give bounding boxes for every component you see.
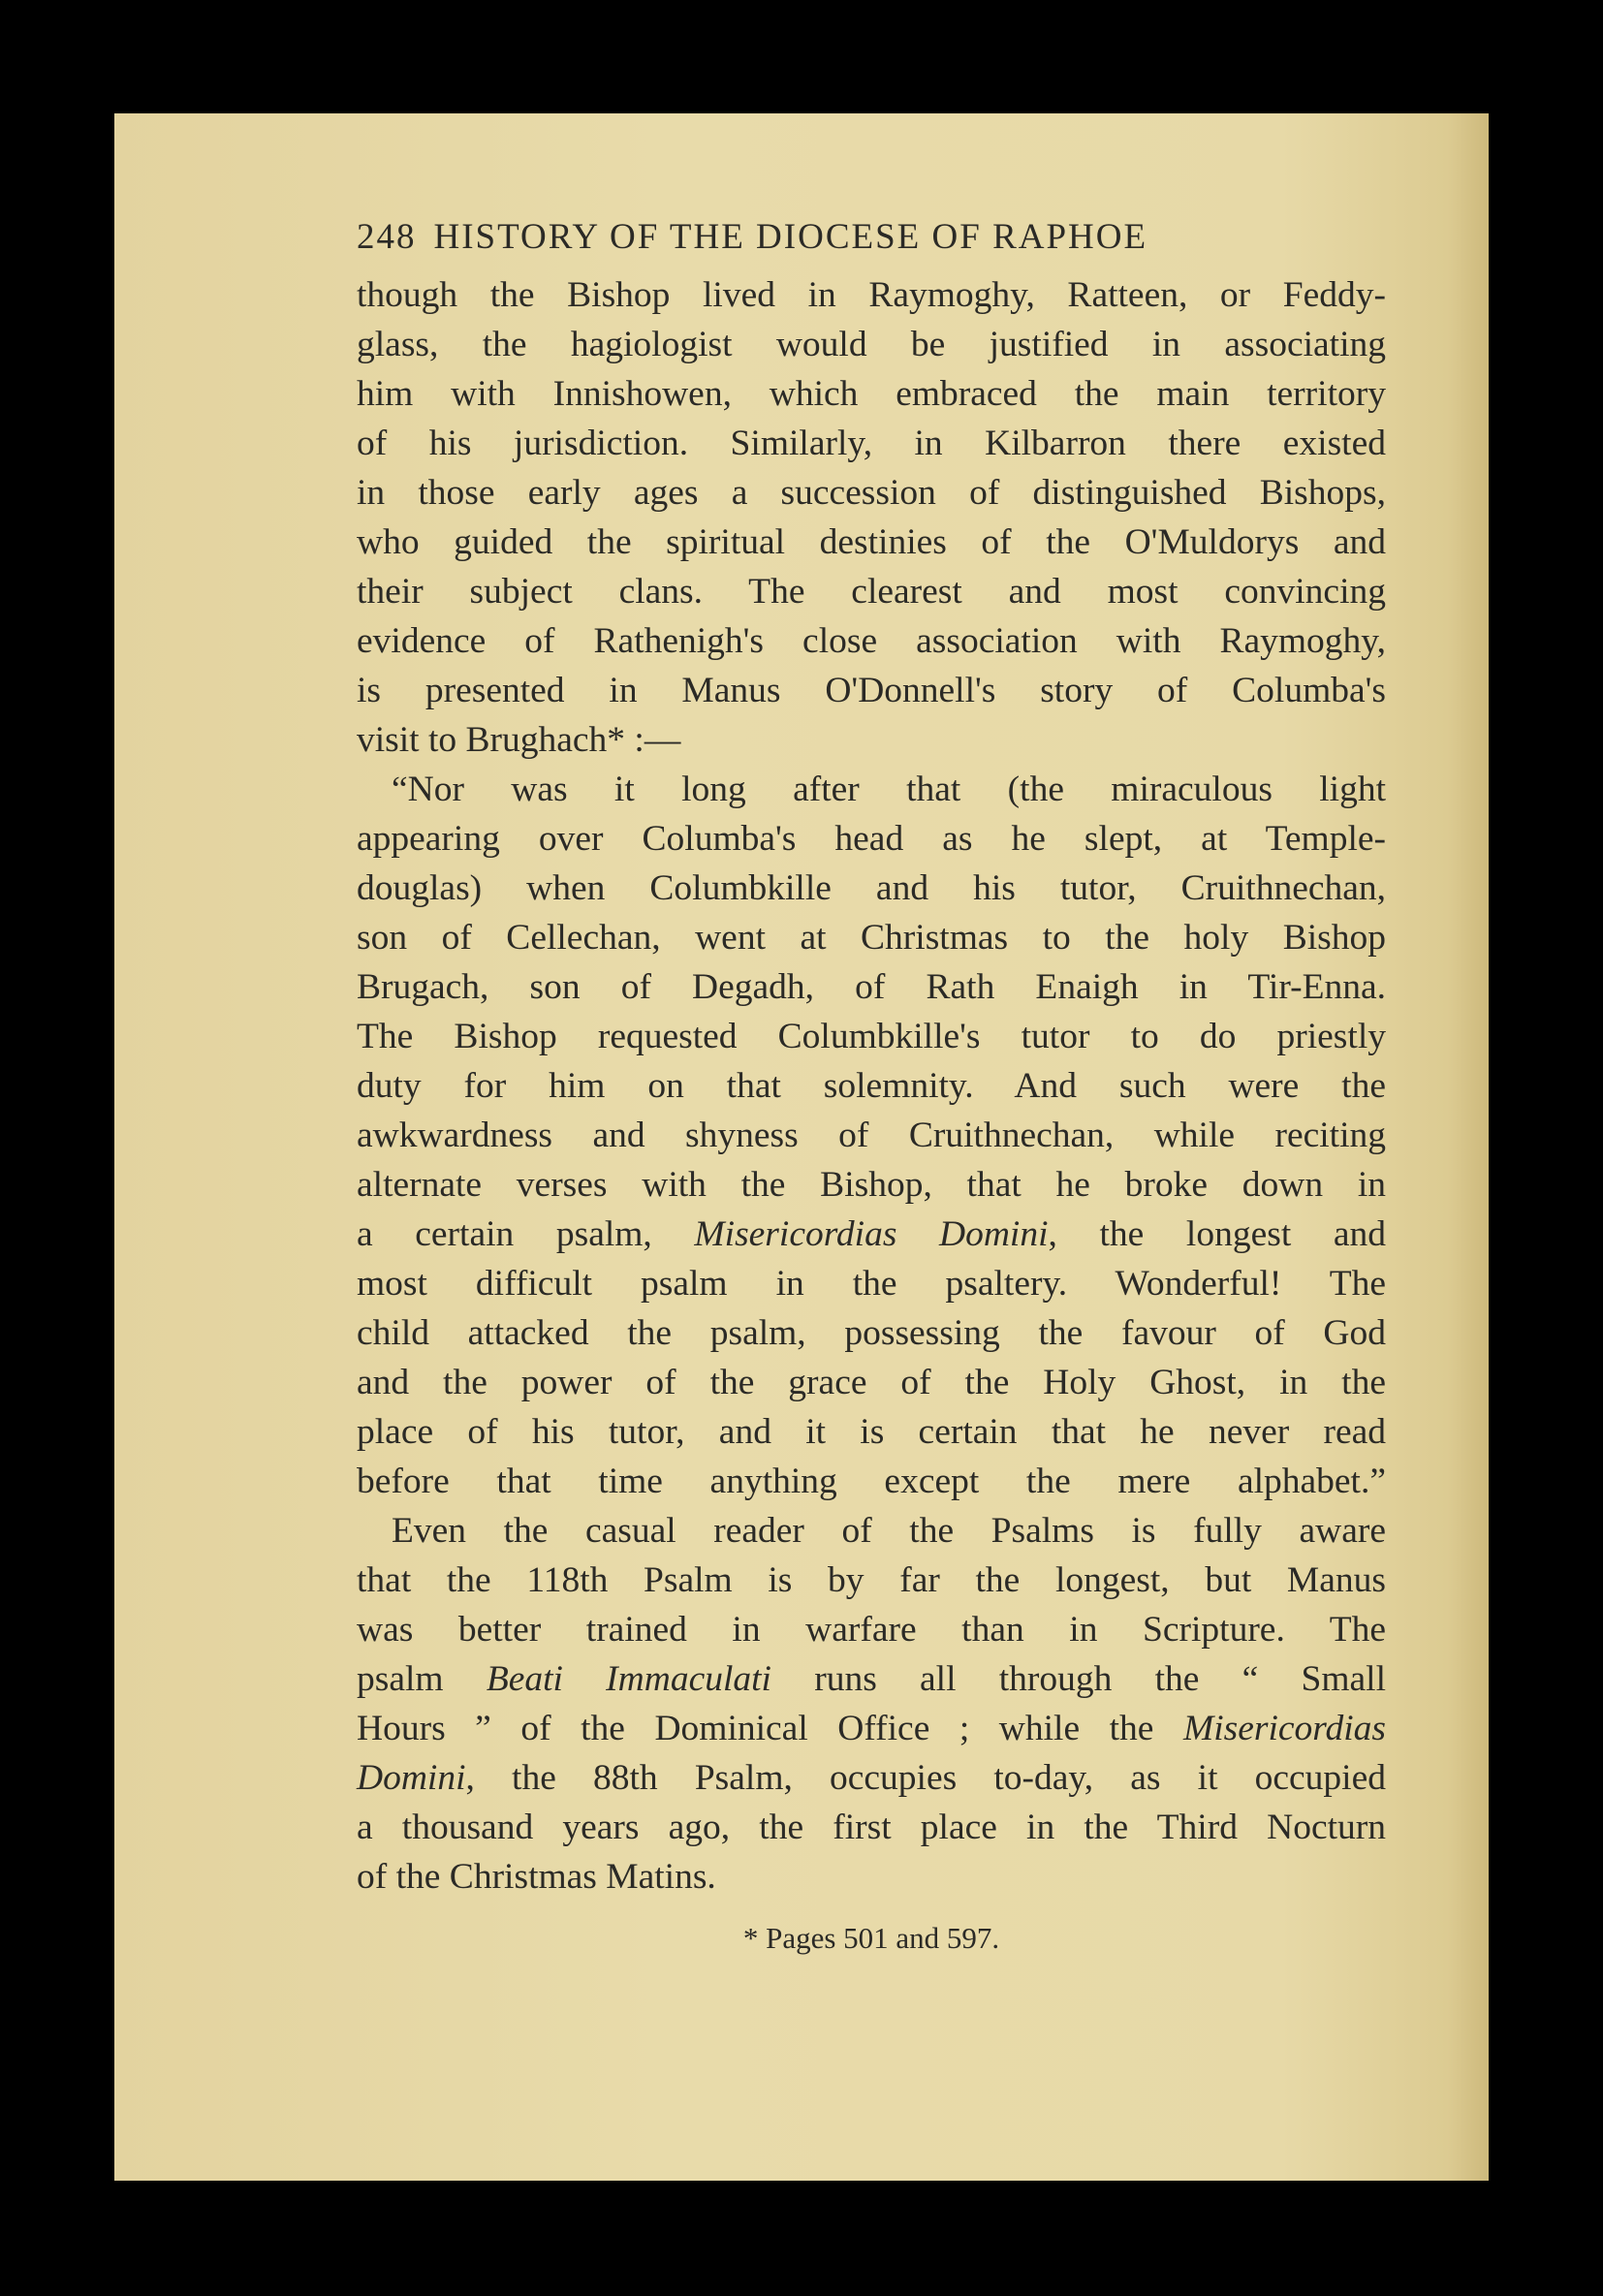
- quote-first-line: “Nor was it long after that (the miraculous light: [392, 770, 1386, 809]
- text-line: evidence of Rathenigh's close association with Raymoghy,: [357, 621, 1386, 661]
- footnote: * Pages 501 and 597.: [742, 1921, 1000, 1955]
- text-line: The Bishop requested Columbkille's tutor to do priestly: [357, 1017, 1386, 1056]
- text-line: child attacked the psalm, possessing the favour of God: [357, 1313, 1386, 1353]
- text-line: him with Innishowen, which embraced the main territory: [357, 374, 1386, 414]
- text-line: duty for him on that solemnity. And such were the: [357, 1066, 1386, 1106]
- text-line: glass, the hagiologist would be justified in associating: [357, 325, 1386, 364]
- text-line: douglas) when Columbkille and his tutor, Cruithnechan,: [357, 868, 1386, 908]
- page-number: 248: [357, 217, 417, 257]
- text-line: of his jurisdiction. Similarly, in Kilbarron there existed: [357, 424, 1386, 463]
- text-line: psalm Beati Immaculati runs all through the “ Small: [357, 1659, 1387, 1699]
- text-line: Domini, the 88th Psalm, occupies to-day, as it occupied: [357, 1758, 1386, 1798]
- text-line: awkwardness and shyness of Cruithnechan, while reciting: [357, 1116, 1386, 1155]
- text-line: before that time anything except the mere alphabet.”: [357, 1462, 1386, 1501]
- paragraph-first-line: Even the casual reader of the Psalms is fully aware: [392, 1511, 1386, 1551]
- running-header: [357, 208, 1386, 267]
- text-line: though the Bishop lived in Raymoghy, Ratteen, or Feddy-: [357, 275, 1386, 315]
- text-line: Brugach, son of Degadh, of Rath Enaigh in Tir-Enna.: [357, 967, 1386, 1007]
- text-line: place of his tutor, and it is certain that he never read: [357, 1412, 1386, 1452]
- body-text: [357, 270, 1386, 1902]
- text-line: Hours ” of the Dominical Office ; while the Misericordias: [357, 1709, 1386, 1748]
- text-line: and the power of the grace of the Holy Ghost, in the: [357, 1363, 1386, 1402]
- text-line: that the 118th Psalm is by far the longest, but Manus: [357, 1560, 1386, 1600]
- text-line: visit to Brughach* :—: [357, 720, 681, 760]
- text-line: was better trained in warfare than in Scripture. The: [357, 1610, 1386, 1650]
- text-line: their subject clans. The clearest and most convincing: [357, 572, 1386, 612]
- text-line: alternate verses with the Bishop, that he broke down in: [357, 1165, 1386, 1205]
- text-line: most difficult psalm in the psaltery. Wonderful! The: [357, 1264, 1386, 1304]
- text-line: is presented in Manus O'Donnell's story of Columba's: [357, 671, 1386, 710]
- page-text: [357, 208, 1386, 1958]
- text-line: appearing over Columba's head as he slept, at Temple-: [357, 819, 1386, 859]
- text-line: who guided the spiritual destinies of the O'Muldorys and: [357, 522, 1386, 562]
- text-line: a certain psalm, Misericordias Domini, the longest and: [357, 1214, 1386, 1254]
- text-line: of the Christmas Matins.: [357, 1857, 716, 1897]
- text-line: a thousand years ago, the first place in the Third Nocturn: [357, 1808, 1386, 1847]
- text-line: in those early ages a succession of distinguished Bishops,: [357, 473, 1386, 513]
- text-line: son of Cellechan, went at Christmas to the holy Bishop: [357, 918, 1386, 958]
- running-title: HISTORY OF THE DIOCESE OF RAPHOE: [433, 217, 1148, 257]
